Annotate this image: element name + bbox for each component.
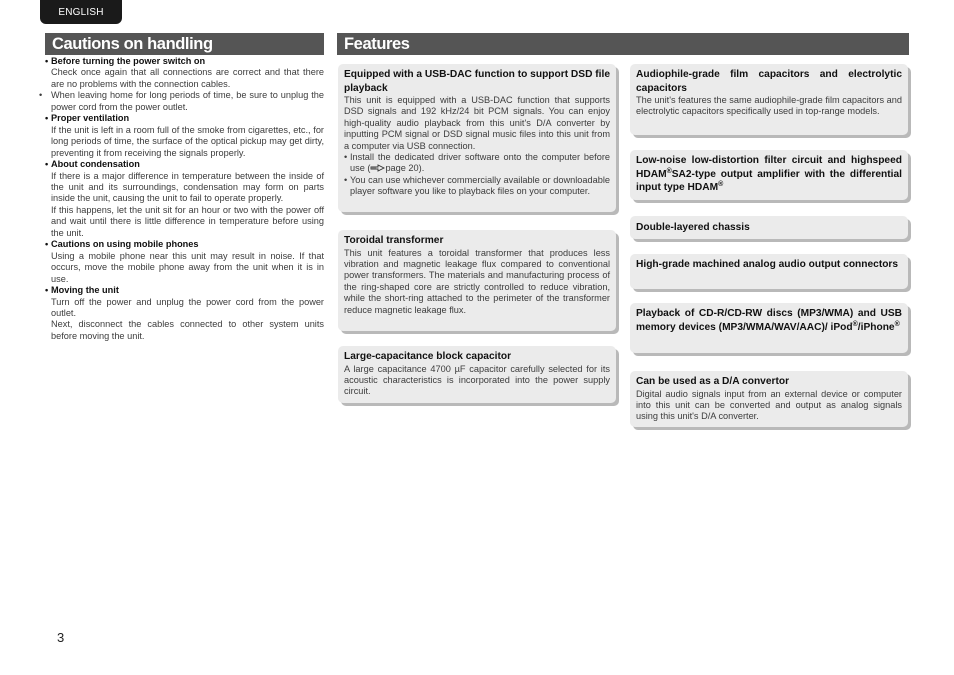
caution-ventilation [45, 113, 324, 159]
page-number: 3 [57, 630, 65, 645]
feature-disc-usb-playback [630, 303, 908, 353]
feature-toroidal-transformer [338, 230, 616, 331]
cautions-heading: Cautions on handling [45, 33, 324, 55]
caution-text: Next, disconnect the cables connected to other system units before moving the unit. [51, 319, 324, 341]
feature-text: Digital audio signals input from an external device or computer into this unit can be converted and output as analog signals using this unit's D/A converter. [636, 388, 902, 422]
caution-mobile-phones [45, 239, 324, 285]
feature-title: Double-layered chassis [636, 221, 750, 233]
page-reference-icon [370, 164, 385, 172]
feature-output-connectors [630, 254, 908, 289]
feature-usb-dac [338, 64, 616, 212]
caution-heading: • Cautions on using mobile phones [45, 239, 199, 250]
feature-title: Large-capacitance block capacitor [344, 351, 512, 362]
caution-text: If this happens, let the unit sit for an hour or two with the power off and wait until there is little difference in temperature before using the unit. [51, 204, 324, 238]
feature-block-capacitor [338, 346, 616, 403]
feature-title: Toroidal transformer [344, 235, 444, 246]
language-tab: ENGLISH [40, 0, 122, 24]
caution-text: If there is a major difference in temperature between the inside of the unit and its surroundings, condensation may form on parts inside the unit, causing the unit to fail to operate properly. [51, 170, 324, 204]
feature-title: Equipped with a USB-DAC function to support DSD file playback [344, 69, 610, 94]
feature-title: Playback of CD-R/CD-RW discs (MP3/WMA) and USB memory devices (MP3/WMA/WAV/AAC)/ iPod®/iPhone® [636, 308, 902, 333]
feature-text: The unit's features the same audiophile-grade film capacitors and electrolytic capacitors specifically used in top-range models. [636, 95, 902, 117]
caution-heading: • About condensation [45, 159, 140, 170]
features-heading: Features [337, 33, 909, 55]
cautions-column [39, 56, 324, 342]
feature-audiophile-capacitors [630, 64, 908, 135]
caution-text: Turn off the power and unplug the power cord from the power outlet. [51, 296, 324, 318]
feature-text: A large capacitance 4700 µF capacitor carefully selected for its acoustic characteristics is incorporated into the power supply circuit. [344, 363, 610, 397]
feature-bullet: • Install the dedicated driver software onto the computer before use ( page 20). [344, 152, 610, 174]
caution-unplug-bullet: • When leaving home for long periods of time, be sure to unplug the power cord from the power outlet. [39, 90, 324, 112]
caution-condensation [45, 159, 324, 239]
feature-title: Audiophile-grade film capacitors and electrolytic capacitors [636, 69, 902, 94]
feature-title: High-grade machined analog audio output connectors [636, 259, 899, 270]
caution-text: If the unit is left in a room full of the smoke from cigarettes, etc., for long periods of time, the surface of the optical pickup may get dirty, preventing it from receiving the signals properly. [51, 124, 324, 158]
caution-heading: • Proper ventilation [45, 113, 130, 124]
feature-hdam-amplifier [630, 150, 908, 200]
caution-moving [45, 285, 324, 342]
feature-text: This unit features a toroidal transformer that produces less vibration and magnetic leakage flux compared to conventional power transformers. The materials and manufacturing process of the ring-shaped core are strictly controlled to reduce vibration, while the short-ring attached to the perimeter of the transformer reduce magnetic leakage flux. [344, 247, 610, 315]
feature-title: Low-noise low-distortion filter circuit and highspeed HDAM®SA2-type output amplifier with the differential input type HDAM® [636, 155, 902, 193]
feature-double-chassis [630, 216, 908, 239]
caution-text: Check once again that all connections are correct and that there are no problems with the connection cables. [51, 67, 324, 89]
feature-da-convertor [630, 371, 908, 427]
caution-heading: • Moving the unit [45, 285, 119, 296]
caution-power-switch [45, 56, 324, 90]
caution-heading: • Before turning the power switch on [45, 56, 206, 66]
caution-text: Using a mobile phone near this unit may result in noise. If that occurs, move the mobile phone away from the unit when it is in use. [51, 250, 324, 284]
feature-text: This unit is equipped with a USB-DAC function that supports DSD signals and 192 kHz/24 bit PCM signals. You can enjoy high-quality audio playback from this unit's D/A converter by inputting PCM signal or DSD signal music files into this unit from a computer via USB connection. [344, 95, 610, 151]
feature-title: Can be used as a D/A convertor [636, 376, 790, 387]
feature-bullet: • You can use whichever commercially available or downloadable player software you like to playback files on your computer. [344, 174, 610, 197]
